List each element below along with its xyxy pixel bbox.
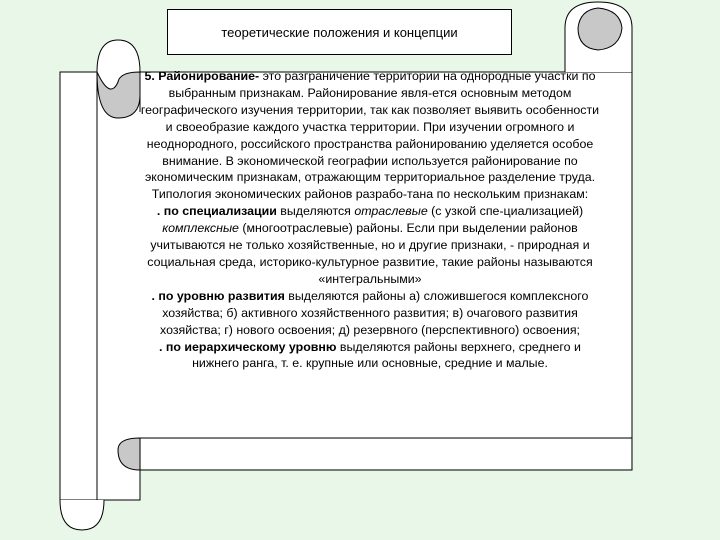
body-text: [140, 68, 600, 372]
criterion-hierarchy: . по иерархическому уровню: [159, 339, 337, 354]
paragraph-specialization: [140, 203, 600, 288]
definition-text: это разграничение территории на однородные участки по выбранным признакам. Районирование явля-ется основным методом географического изучения территории, так как позволяет выявить особенности и своеобразие каждого участка территории. При изучении огромного и неоднородного, российского пространства районированию уделяется особое внимание. В экономической географии используется районирование по экономическим признакам, отражающим территориальное разделение труда. Типология экономических районов разрабо-тана по нескольким признакам:: [140, 69, 600, 202]
page-title: теоретические положения и концепции: [221, 24, 458, 40]
criterion-development: . по уровню развития: [151, 288, 285, 303]
spec-italic-1: отраслевые: [354, 204, 428, 219]
hierarchy-text: выделяются районы верхнего, среднего и нижнего ранга, т. е. крупные или основные, средние и малые.: [192, 339, 581, 371]
paragraph-development: [140, 288, 600, 339]
left-spine-bottom: [60, 500, 104, 530]
paragraph-hierarchy: [140, 339, 600, 373]
development-text: выделяются районы а) сложившегося комплексного хозяйства; б) активного хозяйственного развития; в) очагового развития хозяйства; г) нового освоения; д) резервного (перспективного) освоения;: [160, 288, 589, 337]
title-box: [167, 9, 512, 55]
spec-text-1: выделяются: [276, 204, 355, 219]
left-spine: [60, 72, 97, 500]
spec-italic-2: комплексные: [162, 221, 239, 236]
top-right-curl-inner: [578, 8, 622, 50]
spec-text-3: (многоотраслевые) районы. Если при выделении районов учитываются не только хозяйственные, но и другие признаки, - природная и социальная среда, историко-культурное развитие, такие районы называются «интегральными»: [147, 221, 593, 286]
criterion-specialization: . по специализации: [156, 204, 277, 219]
term-heading: 5. Районирование-: [144, 69, 260, 83]
paragraph-definition: [140, 68, 600, 203]
bottom-roll-fill: [141, 439, 631, 469]
spec-text-2: (с узкой спе-циализацией): [427, 204, 584, 219]
